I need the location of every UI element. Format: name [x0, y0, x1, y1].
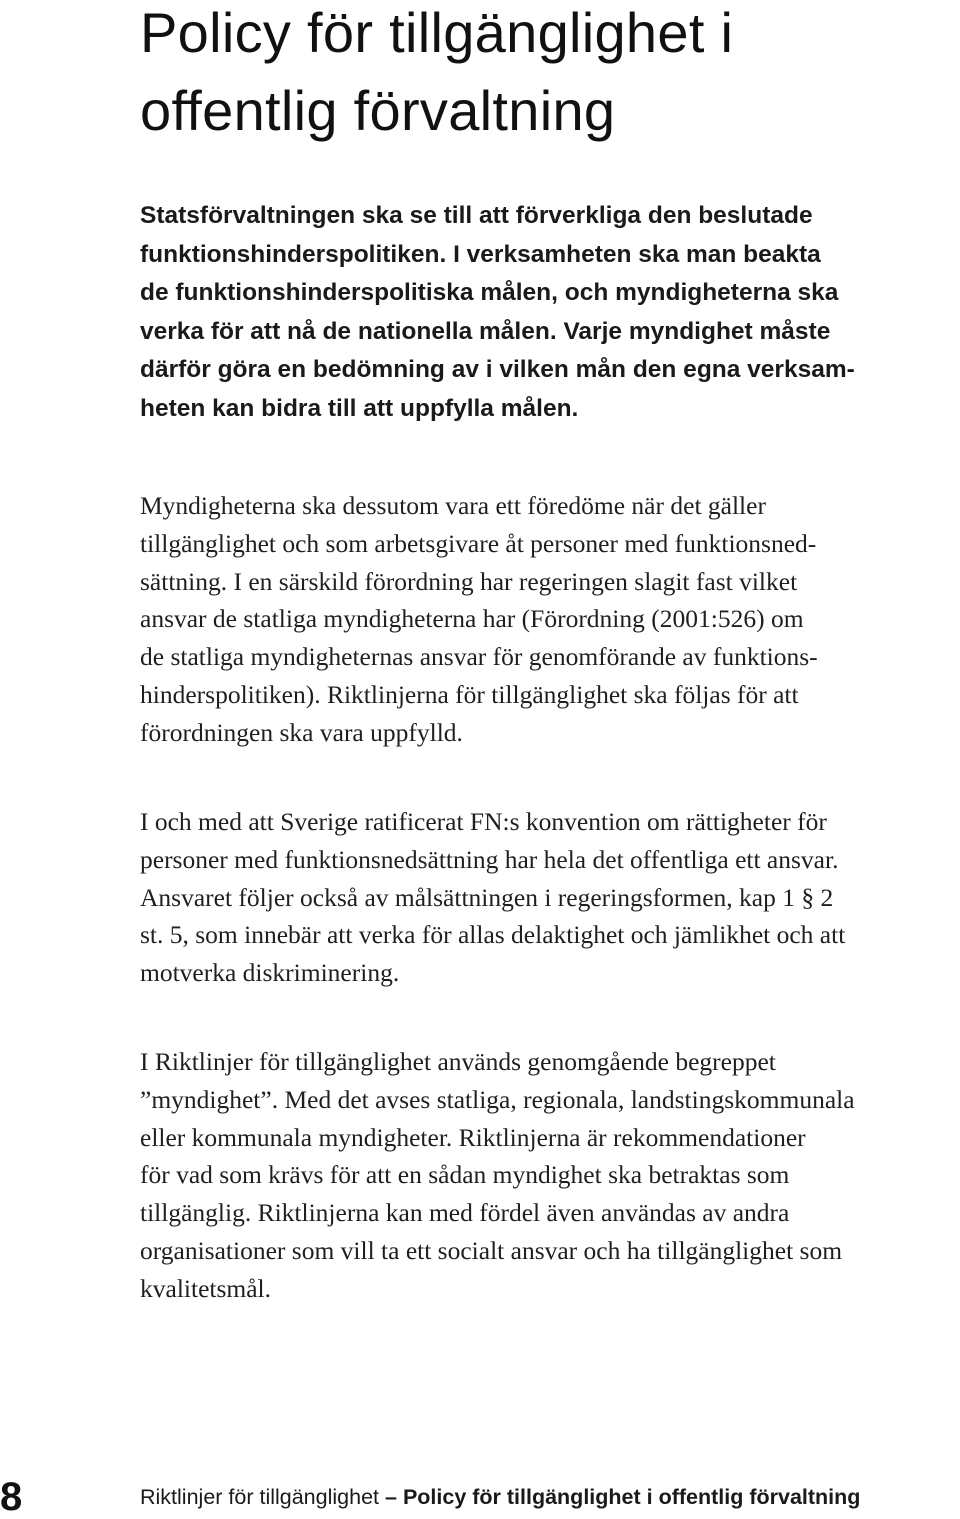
running-head-separator: –: [384, 1485, 397, 1509]
body-line: sättning. I en särskild förordning har regeringen slagit fast vilket: [140, 566, 798, 596]
body-line: ansvar de statliga myndigheterna har (Förordning (2001:526) om: [140, 604, 804, 634]
body-line: ”myndighet”. Med det avses statliga, regionala, landstingskommunala: [140, 1084, 855, 1114]
body-line: I Riktlinjer för tillgänglighet används genomgående begreppet: [140, 1047, 776, 1076]
body-line: Myndigheterna ska dessutom vara ett föredöme när det gäller: [140, 491, 766, 520]
body-line: personer med funktionsnedsättning har hela det offentliga ett ansvar.: [140, 844, 839, 874]
running-head-section-title: Policy för tillgänglighet i offentlig förvaltning: [402, 1485, 861, 1509]
body-line: tillgänglighet och som arbetsgivare åt personer med funktionsned-: [140, 528, 817, 558]
body-line: eller kommunala myndigheter. Riktlinjerna är rekommendationer: [140, 1122, 806, 1152]
body-line: de statliga myndigheternas ansvar för genomförande av funktions-: [140, 642, 818, 672]
lead-line: funktionshinderspolitiken. I verksamheten ska man beakta: [140, 240, 821, 268]
lead-line: de funktionshinderspolitiska målen, och myndigheterna ska: [140, 279, 839, 306]
body-line: hinderspolitiken). Riktlinjerna för tillgänglighet ska följas för att: [140, 679, 799, 709]
lead-line: heten kan bidra till att uppfylla målen.: [140, 394, 579, 422]
lead-paragraph: [140, 197, 940, 428]
body-line: för vad som krävs för att en sådan myndighet ska betraktas som: [140, 1160, 790, 1190]
lead-line: Statsförvaltningen ska se till att förverkliga den beslutade: [140, 202, 813, 229]
body-paragraph-authority-definition: [140, 1043, 940, 1308]
body-line: motverka diskriminering.: [140, 958, 400, 988]
running-head-document-title: Riktlinjer för tillgänglighet: [140, 1485, 379, 1509]
running-head: [140, 1482, 860, 1512]
body-line: st. 5, som innebär att verka för allas delaktighet och jämlikhet och att: [140, 920, 846, 950]
body-line: kvalitetsmål.: [140, 1273, 272, 1303]
page-number: 8: [0, 1475, 23, 1519]
page-footer: [0, 1475, 960, 1519]
lead-line: verka för att nå de nationella målen. Varje myndighet måste: [140, 317, 831, 345]
body-paragraph-exemplary-role: [140, 487, 940, 752]
body-line: organisationer som vill ta ett socialt ansvar och ha tillgänglighet som: [140, 1235, 843, 1265]
body-line: förordningen ska vara uppfylld.: [140, 717, 463, 747]
page-title-line: Policy för tillgänglighet i: [140, 1, 734, 64]
body-line: Ansvaret följer också av målsättningen i regeringsformen, kap 1 § 2: [140, 882, 834, 912]
page-title: [140, 0, 940, 150]
body-line: I och med att Sverige ratificerat FN:s konvention om rättigheter för: [140, 807, 827, 836]
body-paragraph-un-convention: [140, 803, 940, 992]
lead-line: därför göra en bedömning av i vilken mån den egna verksam-: [140, 356, 855, 383]
page-title-line: offentlig förvaltning: [140, 79, 616, 142]
body-line: tillgänglig. Riktlinjerna kan med fördel även användas av andra: [140, 1198, 790, 1228]
